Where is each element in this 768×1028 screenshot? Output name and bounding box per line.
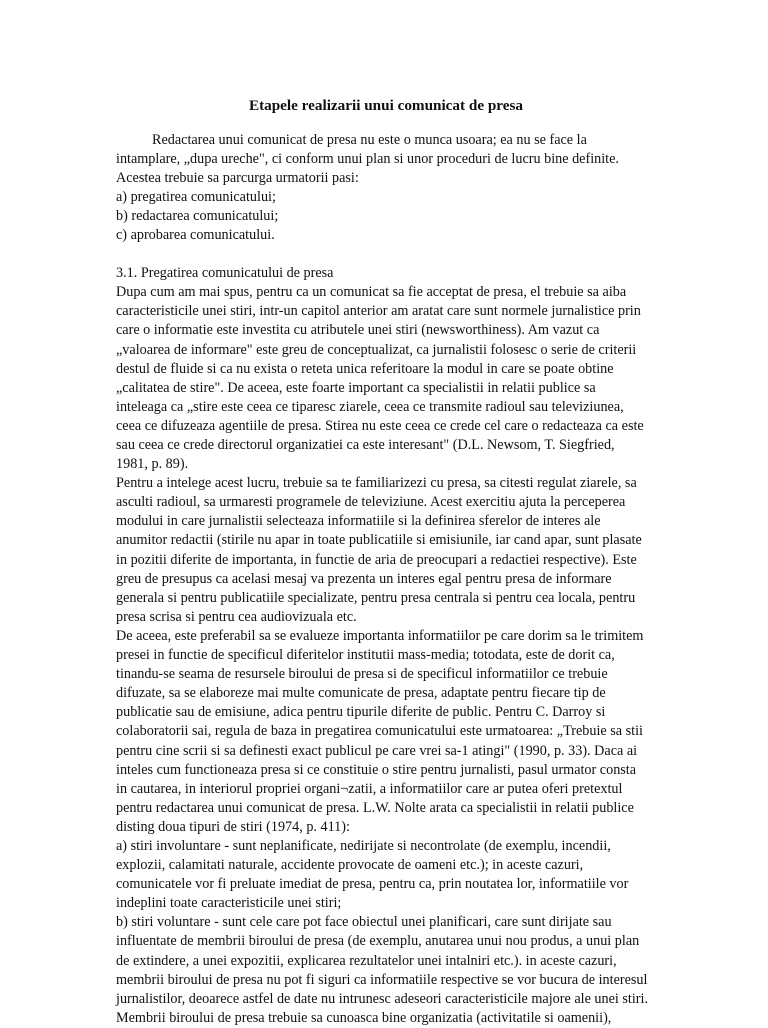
text-line: presa scrisa si pentru cea audiovizuala etc. xyxy=(116,608,357,625)
text-line: asculti radioul, sa urmaresti programele de televiziune. Acest exercitiu ajuta la perceperea xyxy=(116,494,626,511)
text-line: inteleaga ca „stire este ceea ce tiparesc ziarele, ceea ce transmite radioul sau televiziunea, xyxy=(116,398,624,415)
text-line: explozii, calamitati naturale, accidente provocate de oameni etc.); in aceste cazuri, xyxy=(116,857,584,874)
text-line: care o informatie este investita cu atributele unei stiri (newsworthiness). Am vazut ca xyxy=(116,322,600,339)
text-line: comunicatele vor fi preluate imediat de presa, pentru ca, prin noutatea lor, informatiile vor xyxy=(116,876,629,893)
text-line: anumitor redactii (stirile nu apar in toate publicatiile si emisiunile, iar cand apar, sunt plasate xyxy=(116,532,642,549)
text-line: greu de presupus ca acelasi mesaj va prezenta un interes egal pentru presa de informare xyxy=(116,570,612,587)
text-line: tinandu-se seama de resursele biroului de presa si de specificul informatiilor ce trebuie xyxy=(116,666,608,683)
document-body xyxy=(116,131,656,1028)
text-line: in cautarea, in interiorul propriei organi¬zatii, a informatiilor care ar putea oferi pretextul xyxy=(116,780,623,797)
document-title: Etapele realizarii unui comunicat de presa xyxy=(248,97,524,114)
text-line: c) aprobarea comunicatului. xyxy=(116,226,275,243)
text-line: Acestea trebuie sa parcurga urmatorii pasi: xyxy=(116,169,359,186)
text-line: 1981, p. 89). xyxy=(116,456,189,473)
text-line: „calitatea de stire". De aceea, este foarte important ca specialistii in relatii publice sa xyxy=(116,379,596,396)
text-line: 3.1. Pregatirea comunicatului de presa xyxy=(116,265,334,282)
text-line: generala si pentru publicatiile specializate, pentru presa centrala si pentru cea locala, pentru xyxy=(116,589,636,606)
text-line: de extindere, a unei expozitii, explicarea rezultatelor unei intalniri etc.). in aceste cazuri, xyxy=(116,952,617,969)
text-line: inteles cum functioneaza presa si ce constituie o stire pentru jurnalisti, pasul urmator consta xyxy=(116,761,637,778)
text-line: disting doua tipuri de stiri (1974, p. 411): xyxy=(116,818,350,835)
blank-line xyxy=(116,245,656,264)
text-line: „valoarea de informare" este greu de conceptualizat, ca jurnalistii folosesc o serie de criterii xyxy=(116,341,637,358)
text-line: membrii biroului de presa nu pot fi siguri ca informatiile respective se vor bucura de interesul xyxy=(116,971,648,988)
text-line: Pentru a intelege acest lucru, trebuie sa te familiarizezi cu presa, sa citesti regulat ziarele, sa xyxy=(116,475,637,492)
text-line: colaboratorii sai, regula de baza in pregatirea comunicatului este urmatoarea: „Trebuie sa stii xyxy=(116,723,643,740)
text-line: Dupa cum am mai spus, pentru ca un comunicat sa fie acceptat de presa, el trebuie sa aiba xyxy=(116,284,627,301)
text-line: b) stiri voluntare - sunt cele care pot face obiectul unei planificari, care sunt dirijate sau xyxy=(116,914,612,931)
text-line: sau ceea ce crede directorul organizatiei ca este interesant" (D.L. Newsom, T. Siegfried, xyxy=(116,437,615,453)
text-line: pentru cine scrii si sa definesti exact publicul pe care vrei sa-1 atingi" (1990, p. 33). Daca ai xyxy=(116,742,638,759)
text-line: presei in functie de specificul diferitelor institutii mass-media; totodata, este de dorit ca, xyxy=(116,647,615,664)
text-line: caracteristicile unei stiri, intr-un capitol anterior am aratat care sunt normele jurnalistice prin xyxy=(116,303,641,320)
text-line: Membrii biroului de presa trebuie sa cunoasca bine organizatia (activitatile si oamenii), xyxy=(116,1009,612,1026)
text-line: influentate de membrii biroului de presa (de exemplu, anutarea unui nou produs, a unui plan xyxy=(116,933,640,950)
text-line: difuzate, sa se elaboreze mai multe comunicate de presa, adaptate pentru fiecare tip de xyxy=(116,685,606,702)
text-line: modului in care jurnalistii selecteaza informatiile si la definirea sferelor de interes ale xyxy=(116,513,601,530)
text-line: in pozitii diferite de importanta, in functie de aria de preocupari a redactiei respective). Este xyxy=(116,551,637,568)
text-line: indeplini toate caracteristicile unei stiri; xyxy=(116,895,342,912)
text-line: De aceea, este preferabil sa se evalueze importanta informatiilor pe care dorim sa le trimitem xyxy=(116,627,644,644)
text-line: a) pregatirea comunicatului; xyxy=(116,188,276,205)
text-line: pentru redactarea unui comunicat de presa. L.W. Nolte arata ca specialistii in relatii publice xyxy=(116,799,634,816)
text-line: jurnalistilor, deoarece astfel de date nu intrunesc adeseori caracteristicile majore ale unei stiri. xyxy=(116,990,649,1007)
text-line: Redactarea unui comunicat de presa nu este o munca usoara; ea nu se face la xyxy=(152,131,587,148)
text-line: b) redactarea comunicatului; xyxy=(116,207,279,224)
document-page xyxy=(116,0,656,1024)
text-line: ceea ce difuzeaza agentiile de presa. Stirea nu este ceea ce crede cel care o redacteaza ca este xyxy=(116,417,644,434)
text-line: intamplare, „dupa ureche", ci conform unui plan si unor proceduri de lucru bine definite. xyxy=(116,150,619,167)
text-line: publicatie sau de emisiune, adica pentru tipurile diferite de public. Pentru C. Darroy si xyxy=(116,704,606,721)
text-line: a) stiri involuntare - sunt neplanificate, nedirijate si necontrolate (de exemplu, incendii, xyxy=(116,837,611,854)
text-line: destul de fluide si ca nu exista o reteta unica referitoare la modul in care se poate obtine xyxy=(116,360,614,377)
